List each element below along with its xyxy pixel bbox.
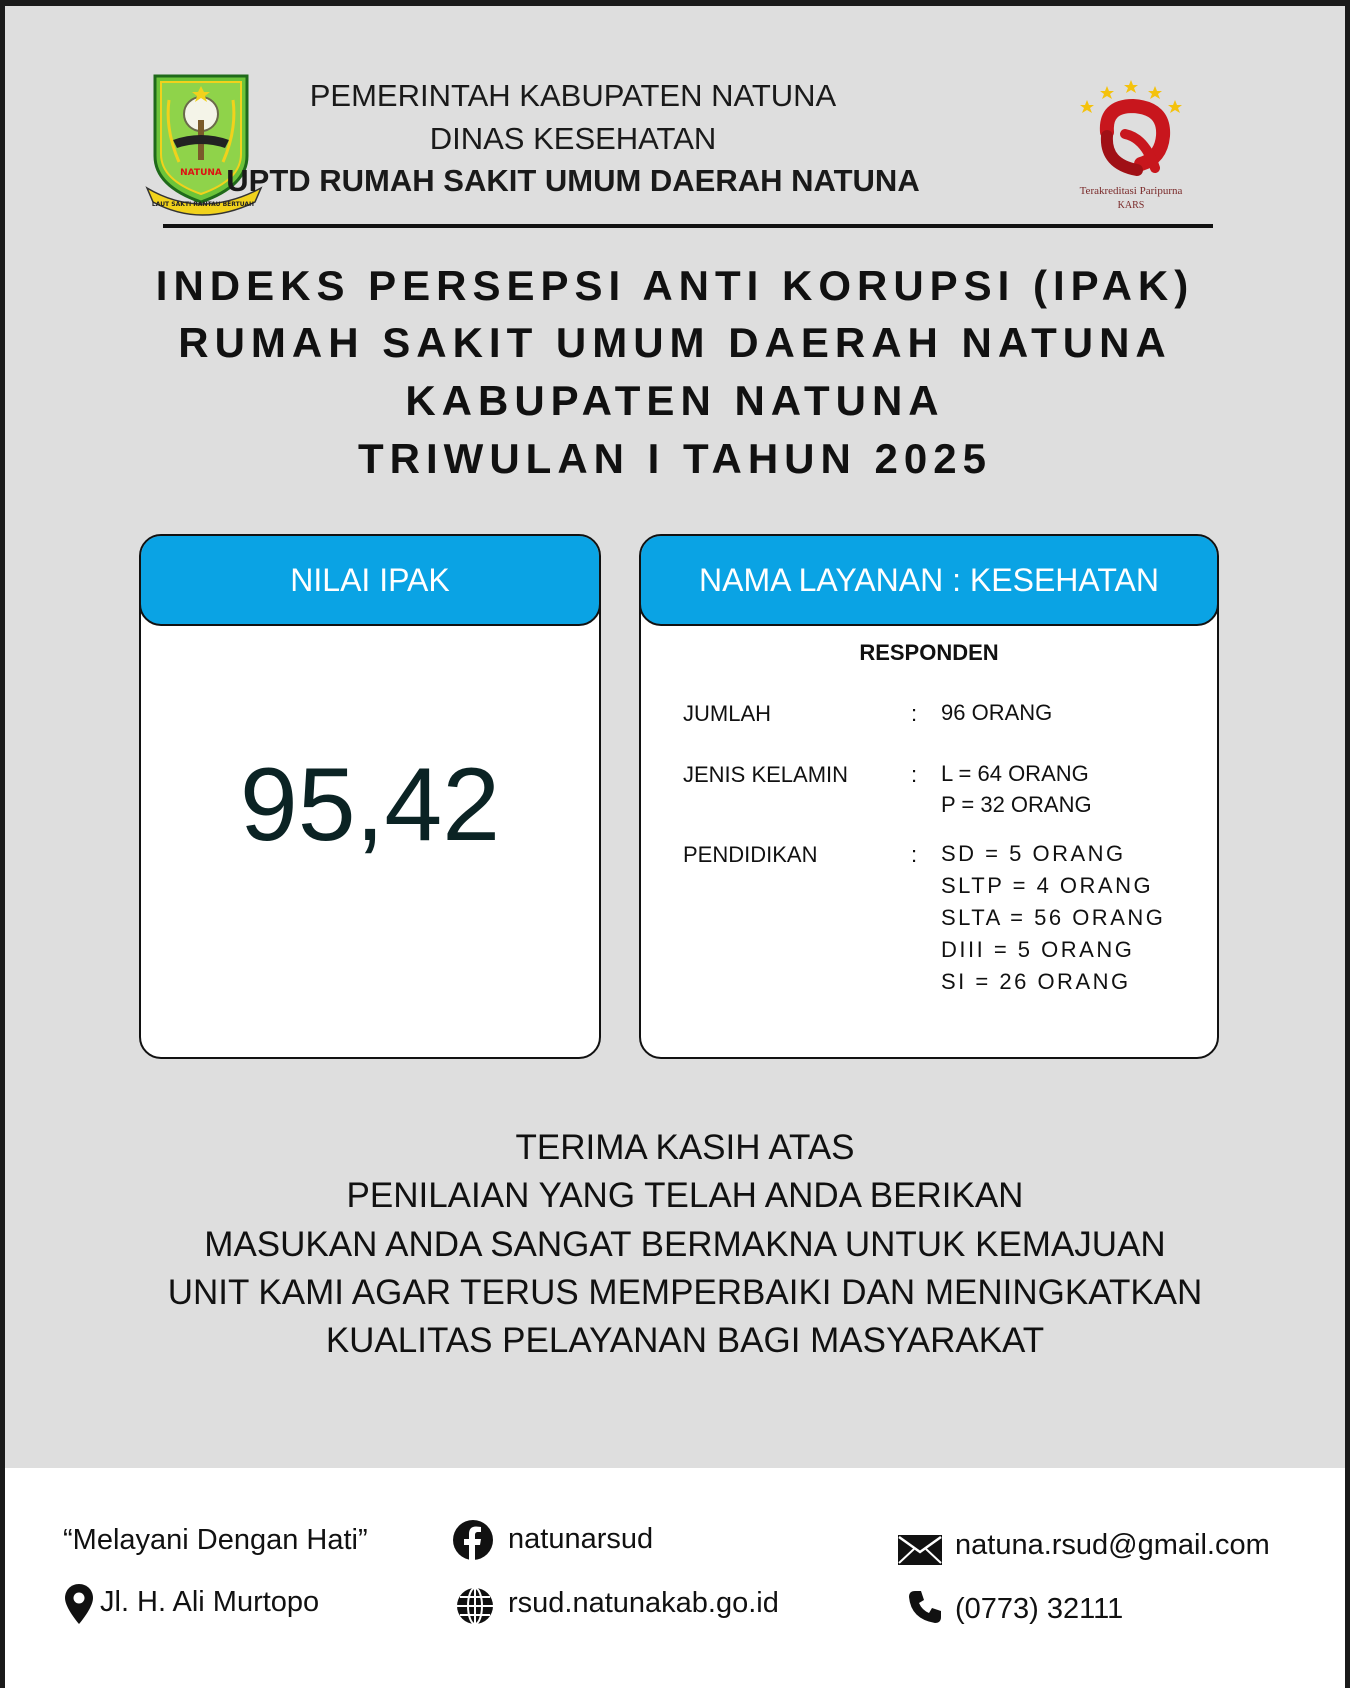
page-title-line1: INDEKS PERSEPSI ANTI KORUPSI (IPAK)	[155, 262, 1195, 309]
footer-email-link[interactable]: natuna.rsud@gmail.com	[955, 1529, 1270, 1561]
education-label: PENDIDIKAN	[683, 842, 818, 867]
kars-accreditation-logo	[1045, 72, 1225, 214]
footer-phone: (0773) 32111	[955, 1593, 1124, 1625]
header-government: PEMERINTAH KABUPATEN NATUNA	[309, 78, 837, 113]
header-hospital: UPTD RUMAH SAKIT UMUM DAERAH NATUNA	[226, 163, 920, 198]
content-area	[5, 6, 1345, 1468]
education-item: SLTP = 4 ORANG	[941, 873, 1154, 898]
education-item: SLTA = 56 ORANG	[941, 905, 1166, 930]
gender-label: JENIS KELAMIN	[683, 762, 849, 787]
thanks-line: TERIMA KASIH ATAS	[515, 1128, 855, 1167]
page-title-line4: TRIWULAN I TAHUN 2025	[358, 435, 992, 482]
gender-female: P = 32 ORANG	[941, 792, 1092, 817]
jumlah-label: JUMLAH	[683, 701, 772, 726]
emblem-motto: LAUT SAKTI RANTAU BERTUAH	[151, 201, 255, 208]
thanks-line: MASUKAN ANDA SANGAT BERMAKNA UNTUK KEMAJUAN	[204, 1225, 1166, 1264]
header-department: DINAS KESEHATAN	[429, 121, 717, 156]
jumlah-colon: :	[911, 701, 918, 726]
footer-facebook-link[interactable]: natunarsud	[508, 1523, 654, 1555]
kars-caption: Terakreditasi Paripurna	[1079, 185, 1183, 197]
jumlah-value: 96 ORANG	[941, 700, 1053, 725]
respondent-title: RESPONDEN	[859, 640, 999, 665]
footer-address: Jl. H. Ali Murtopo	[100, 1586, 320, 1618]
thanks-line: PENILAIAN YANG TELAH ANDA BERIKAN	[346, 1176, 1024, 1215]
page-title-line3: KABUPATEN NATUNA	[405, 377, 945, 424]
service-heading: NAMA LAYANAN : KESEHATAN	[639, 534, 1219, 626]
globe-icon	[455, 1586, 495, 1626]
emblem-text: NATUNA	[180, 168, 222, 178]
footer-website-link[interactable]: rsud.natunakab.go.id	[508, 1587, 779, 1619]
thanks-line: UNIT KAMI AGAR TERUS MEMPERBAIKI DAN MENINGKATKAN	[167, 1273, 1203, 1312]
footer-slogan: “Melayani Dengan Hati”	[63, 1524, 368, 1556]
phone-icon	[907, 1589, 943, 1625]
header-divider	[163, 224, 1213, 228]
education-values	[941, 838, 1165, 998]
gender-colon: :	[911, 762, 918, 787]
thanks-line: KUALITAS PELAYANAN BAGI MASYARAKAT	[325, 1321, 1045, 1360]
location-pin-icon	[65, 1584, 93, 1624]
education-item: DIII = 5 ORANG	[941, 937, 1135, 962]
ipak-score-card	[139, 534, 601, 1059]
ipak-score-heading: NILAI IPAK	[139, 534, 601, 626]
facebook-icon	[453, 1520, 493, 1560]
ipak-score-value: 95,42	[239, 747, 501, 863]
gender-values	[941, 758, 1092, 820]
education-colon: :	[911, 842, 918, 867]
service-card	[639, 534, 1219, 1059]
education-item: SI = 26 ORANG	[941, 969, 1131, 994]
gender-male: L = 64 ORANG	[941, 761, 1089, 786]
page-title-line2: RUMAH SAKIT UMUM DAERAH NATUNA	[178, 319, 1172, 366]
kars-caption-short: KARS	[1117, 200, 1145, 211]
education-item: SD = 5 ORANG	[941, 841, 1126, 866]
email-envelope-icon	[897, 1534, 943, 1566]
